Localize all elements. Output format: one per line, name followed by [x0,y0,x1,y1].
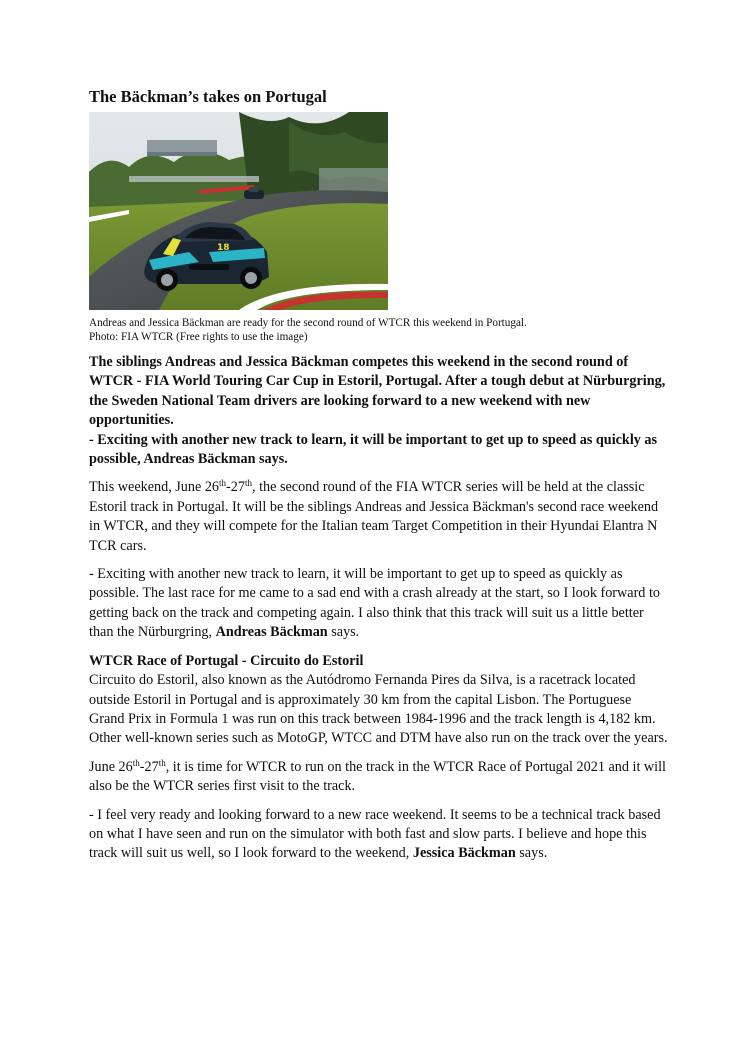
caption-line-2: Photo: FIA WTCR (Free rights to use the image) [89,331,308,343]
body-paragraph-5 [89,806,669,864]
p2-text: - Exciting with another new track to learn, it will be important to get up to speed as quickly as possible. The last race for me came to a sad end with a crash already at the start, so I look forward to getting back on the track and competing again. I also think that this track will suit us a little better than the Nürburgring, [89,566,660,641]
p4-text-b: -27 [139,758,159,775]
lead-quote: - Exciting with another new track to learn, it will be important to get up to speed as quickly as possible, Andreas Bäckman says. [89,431,658,468]
p5-text: - I feel very ready and looking forward to a new race weekend. It seems to be a technical track based on what I have seen and run on the simulator with both fast and slow parts. I believe and hope this track will suit us well, so I look forward to the weekend, [89,806,661,862]
p4-sup-1: th [132,757,140,768]
lead-text: The siblings Andreas and Jessica Bäckman competes this weekend in the second round of WTCR - FIA World Touring Car Cup in Estoril, Portugal. After a tough debut at Nürburgring, the Sweden National Team drivers are looking forward to a new weekend with new opportunities. [89,354,666,429]
p1-sup-1: th [219,478,227,489]
p5-speaker-name: Jessica Bäckman [412,845,516,862]
p1-text-b: -27 [226,479,245,496]
body-paragraph-3: Circuito do Estoril, also known as the Autódromo Fernanda Pires da Silva, is a racetrack located outside Estoril in Portugal and is approximately 30 km from the capital Lisbon. The Portuguese Grand Prix in Formula 1 was run on this track between 1984-1996 and the track length is 4,182 km. Other well-known series such as MotoGP, WTCC and DTM have also run on the track over the years. [89,672,668,747]
p5-end: says. [515,845,548,862]
p4-text-c: , it is time for WTCR to run on the track in the WTCR Race of Portugal 2021 and it will also be the WTCR series first visit to the track. [89,758,666,795]
article [89,86,669,864]
body-paragraph-2 [89,565,669,643]
p1-text-a: This weekend, June 26 [89,479,220,496]
section-subheading: WTCR Race of Portugal - Circuito do Estoril [89,652,364,669]
p1-text-c: , the second round of the FIA WTCR series will be held at the classic Estoril track in Portugal. It will be the siblings Andreas and Jessica Bäckman's second race weekend in WTCR, and they will compete for the Italian team Target Competition in their Hyundai Elantra N TCR cars. [89,479,659,554]
car-number: 18 [217,243,230,253]
body-paragraph-4 [89,758,669,797]
photo-caption [89,316,669,344]
p2-end: says. [327,624,360,641]
article-title: The Bäckman’s takes on Portugal [89,87,327,106]
p4-sup-2: th [158,757,166,768]
body-paragraph-1 [89,478,669,556]
p4-text-a: June 26 [89,758,133,775]
caption-line-1: Andreas and Jessica Bäckman are ready for the second round of WTCR this weekend in Portugal. [89,317,527,329]
p1-sup-2: th [244,478,252,489]
race-photo [89,112,388,310]
lead-paragraph [89,353,669,469]
p2-speaker-name: Andreas Bäckman [215,624,328,641]
